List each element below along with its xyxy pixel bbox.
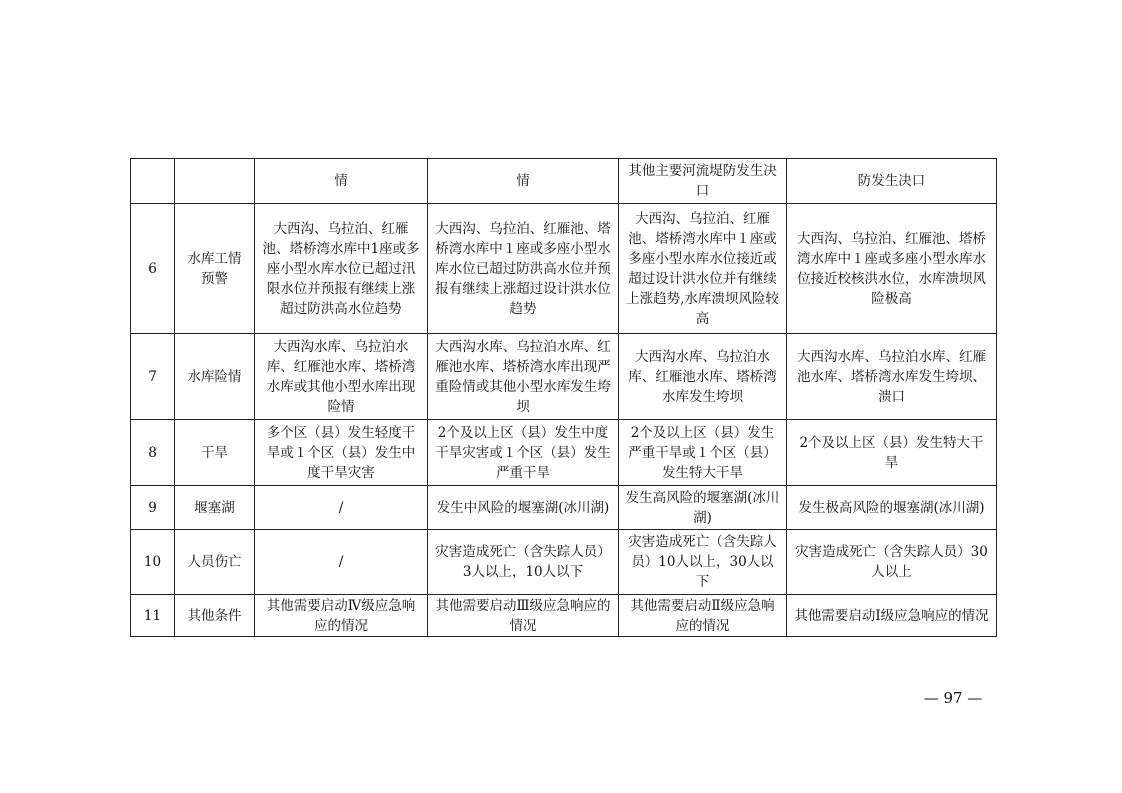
row-category: 其他条件 <box>175 595 255 637</box>
cell-level3: 发生中风险的堰塞湖(冰川湖) <box>428 486 619 530</box>
cell-level2: 发生高风险的堰塞湖(冰川湖) <box>619 486 787 530</box>
table-row <box>131 486 997 530</box>
cell-level1: 其他需要启动Ⅰ级应急响应的情况 <box>787 595 997 637</box>
cell-level3: 大西沟水库、乌拉泊水库、红雁池水库、塔桥湾水库出现严重险情或其他小型水库发生垮坝 <box>428 334 619 420</box>
response-level-table <box>130 158 997 637</box>
row-category: 水库险情 <box>175 334 255 420</box>
cell-level1: 大西沟、乌拉泊、红雁池、塔桥湾水库中１座或多座小型水库水位接近校核洪水位，水库溃坝风险极高 <box>787 204 997 334</box>
cell-level2: 2个及以上区（县）发生严重干旱或１个区（县）发生特大干旱 <box>619 420 787 486</box>
row-category: 堰塞湖 <box>175 486 255 530</box>
cell-level4: 大西沟、乌拉泊、红雁池、塔桥湾水库中1座或多座小型水库水位已超过汛限水位并预报有继续上涨超过防洪高水位趋势 <box>255 204 428 334</box>
header-cell-level4: 情 <box>255 159 428 204</box>
cell-level1: 灾害造成死亡（含失踪人员）30人以上 <box>787 530 997 595</box>
table-row <box>131 595 997 637</box>
cell-level2: 大西沟水库、乌拉泊水库、红雁池水库、塔桥湾水库发生垮坝 <box>619 334 787 420</box>
cell-level2: 灾害造成死亡（含失踪人员）10人以上，30人以下 <box>619 530 787 595</box>
table-header-row <box>131 159 997 204</box>
cell-level4: / <box>255 486 428 530</box>
row-number: 7 <box>131 334 175 420</box>
cell-level1: 大西沟水库、乌拉泊水库、红雁池水库、塔桥湾水库发生垮坝、溃口 <box>787 334 997 420</box>
row-category: 人员伤亡 <box>175 530 255 595</box>
cell-level3: 其他需要启动Ⅲ级应急响应的情况 <box>428 595 619 637</box>
row-number: 9 <box>131 486 175 530</box>
table-row <box>131 334 997 420</box>
row-number: 8 <box>131 420 175 486</box>
table-row <box>131 204 997 334</box>
cell-level2: 其他需要启动Ⅱ级应急响应的情况 <box>619 595 787 637</box>
header-cell-category <box>175 159 255 204</box>
row-number: 10 <box>131 530 175 595</box>
header-cell-num <box>131 159 175 204</box>
row-category: 水库工情预警 <box>175 204 255 334</box>
header-cell-level2: 其他主要河流堤防发生决口 <box>619 159 787 204</box>
table-row <box>131 420 997 486</box>
cell-level3: 大西沟、乌拉泊、红雁池、塔桥湾水库中１座或多座小型水库水位已超过防洪高水位并预报有继续上涨超过设计洪水位趋势 <box>428 204 619 334</box>
header-cell-level1: 防发生决口 <box>787 159 997 204</box>
header-cell-level3: 情 <box>428 159 619 204</box>
cell-level4: / <box>255 530 428 595</box>
page-number: — 97 — <box>923 689 983 707</box>
row-number: 11 <box>131 595 175 637</box>
table-row <box>131 530 997 595</box>
cell-level1: 2个及以上区（县）发生特大干旱 <box>787 420 997 486</box>
cell-level4: 多个区（县）发生轻度干旱或１个区（县）发生中度干旱灾害 <box>255 420 428 486</box>
cell-level3: 2个及以上区（县）发生中度干旱灾害或１个区（县）发生严重干旱 <box>428 420 619 486</box>
row-number: 6 <box>131 204 175 334</box>
cell-level2: 大西沟、乌拉泊、红雁池、塔桥湾水库中１座或多座小型水库水位接近或超过设计洪水位并有继续上涨趋势,水库溃坝风险较高 <box>619 204 787 334</box>
cell-level4: 其他需要启动Ⅳ级应急响应的情况 <box>255 595 428 637</box>
cell-level1: 发生极高风险的堰塞湖(冰川湖) <box>787 486 997 530</box>
cell-level3: 灾害造成死亡（含失踪人员）3人以上，10人以下 <box>428 530 619 595</box>
row-category: 干旱 <box>175 420 255 486</box>
cell-level4: 大西沟水库、乌拉泊水库、红雁池水库、塔桥湾水库或其他小型水库出现险情 <box>255 334 428 420</box>
